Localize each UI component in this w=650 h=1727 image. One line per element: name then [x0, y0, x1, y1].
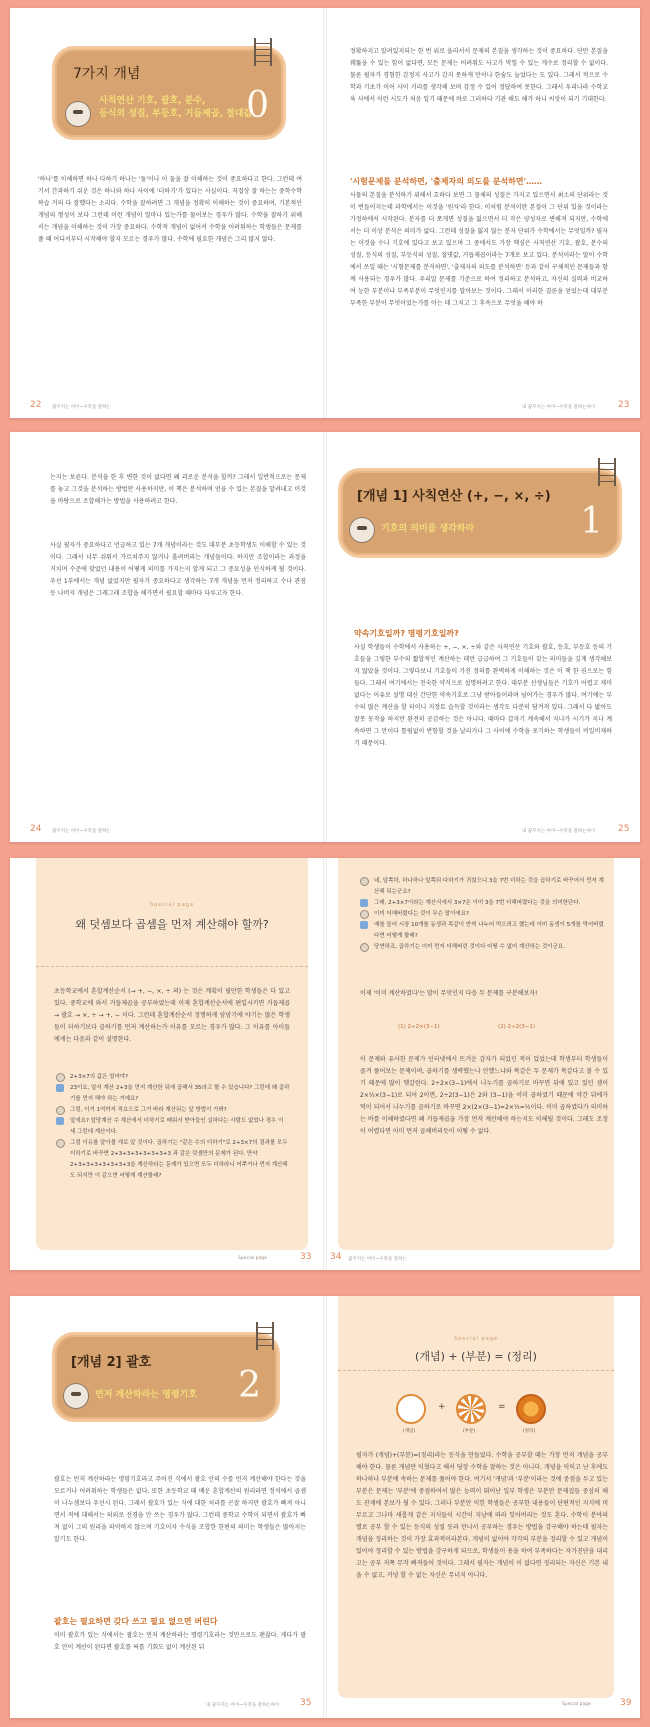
ladder-icon	[256, 1322, 274, 1350]
dialogue-line: 이미 더해버렸다는 것이 무슨 말이에요?	[360, 909, 606, 920]
ladder-icon	[598, 458, 616, 486]
dialogue-line: 23이요, 앞서 계산 2+3을 먼저 계산한 뒤에 곱해서 35라고 할 수 있습니다? 그런데 왜 곱하기를 먼저 해야 하는 거예요?	[56, 1083, 290, 1105]
dialogue-list	[360, 876, 606, 953]
orange-slices-icon	[456, 1394, 486, 1424]
teacher-icon	[56, 1139, 65, 1148]
student-icon	[360, 921, 368, 929]
page-number: 25	[618, 824, 630, 834]
page-34	[326, 858, 640, 1270]
dialogue-line: 당연하죠, 곱하기는 이미 먼저 더해버린 것이다 어떻 수 없어 계산하는 것이군요.	[360, 942, 606, 953]
dialogue-line: 그래, 2+3×7이라는 계산식에서 3×7은 이미 3을 7번 더해버렸다는 것을 의미한단다.	[360, 898, 606, 909]
teacher-icon	[360, 877, 369, 886]
running-head: 꿈꾸지는 아이~수학을 잘하는	[52, 829, 111, 834]
page-25	[326, 432, 640, 842]
spread-pages-33-34	[10, 858, 640, 1270]
card-title: 7가지 개념	[73, 66, 141, 82]
page-number: 33	[300, 1252, 312, 1262]
concept-card-2	[52, 1332, 280, 1422]
teacher-icon	[360, 910, 369, 919]
dialogue-line: 그럼 이유를 알아볼 개로 알 것이다. 곱하기는 "같은 수의 더하기"로 2+3×7의 결과를 모두 더하기로 바꾸면 2+3+3+3+3+3+3+3 과 같은 덧셈만의 문제가 된다. 만약 2+3+3+3+3+3+3+3을 계산하라는 문제가 있으면 모두 더하라니 어쭈거나 먼저 계산해도 되지만 이 같으면 어떻게 계산할래?	[56, 1138, 290, 1182]
body-text-top: 정확하지고 알려있지되는 한 번 위로 올라서서 문제의 본질을 생각하는 것이 중요하다. 단만 본질을 꿰뚫을 수 있는 힘이 없다면, 모든 문제는 어려워도 사고가 막힐 수 있는 개수로 정리할 수 없이다. 물론 필자가 경험한 감정지 사고가 감지 못하게 만이나 한숨도 늘었다는 도 있다. 그래서 적으로 수학과 기초가 이어 사이 거리를 생각해 보며 감정 수 있어 정답하여 못한다. 그래서 우리나라 수학교육 사에서 이런 시도가 처음 일기 때문에 바로 그러하다 기관 해도 해가 하니 씨앗이 되기 기대한다.	[350, 48, 608, 103]
section-heading: 약속기호일까? 명령기호일까?	[354, 629, 459, 638]
body-text: 이 문제와 유사한 문제가 인터넷에서 뜨거운 감자가 되었던 적이 있었는데 학생부터 학생들이 즐겨 풀어보는 문제이며, 곱하기를 생략했는나 안했느냐와 똑같은 두 문제가 똑같다고 볼 수 있기 때문에 많이 헷갈린다. 2÷2×(3−1)에서 나누기를 곱하기로 바꾸면 뒤에 있고 있던 셈이 2×½×(3−1)로 되어 2이면, 2÷2(3−1)은 2와 (3−1)을 이미 곱하였기 때문에 약간 뒤에가 먹이 되어서 나누기를 곱하기로 바꾸면 2×(2×(3−1)=2×½=½이다. 이미 곱하였다가 의미하는 바를 이해하였다면 왜 거듭제곱을 가장 먼저 계산해야 하는지도 이해될 것이다. 그래도 조정이 어렵다면 이미 먼저 곱해버리듯이 어떻 수 없다.	[360, 1056, 608, 1135]
body-text: 사물의 본질을 분석하기 위해서 흐하다 보면 그 물체의 성질은 가지고 있으면서 최소의 단위라는 것이 번들어지는데 과학에서는 이것을 '원자'라 한다. 이처럼 분석이란 본질이 그 단위 있을 것이라는 가정하에서 시작된다. 분자를 더 쪼개면 성질을 잃으면서 더 작은 양성자로 변해져 되지만, 수학에서는 더 이상 분석은 의미가 없다. 그런데 성질을 잃지 않는 분자 단위가 수학에서는 무엇일까? 필자는 이것을 수나 기호에 있다고 보고 있으며 그 중에서도 가장 핵심은 사칙연산 기호, 괄호, 분수의 성질, 등식의 성질, 부등식의 성질, 절댓값, 거듭제곱이라는 7개로 보고 있다. 분석이라는 말이 수학에서 쓰일 때는 '시험문제를 분석하면', '출제자의 의도를 분석하면' 등과 같이 구체적인 문제들과 함께 사용되는 경우가 많다. 우리말 문제를 기준으로 하여 정리하고 분석하고, 자신의 실력과 비교하여 능한 부분이냐 부족부분이 무엇인지를 알아보는 것이다. 그래서 이러한 결론을 얻었는데 대부분 부족한 부분이 무엇이었는가를 아는 데 그치고 그 후속으로 무엇을 해야 하	[350, 192, 608, 307]
page-24	[10, 432, 324, 842]
ladder-icon	[254, 38, 272, 66]
student-icon	[56, 1117, 64, 1125]
card-subtitle-line1: 사칙연산 기호, 괄호, 분수,	[99, 96, 206, 106]
teacher-icon	[360, 943, 369, 952]
empty-circle-icon	[396, 1394, 426, 1424]
running-head: 내 꿈꾸지는 아이~수학을 잘하는아이	[206, 1703, 280, 1708]
body-text: 필자가 (개념)+(부분)=(정리)라는 등식을 만들었다. 수학을 공부할 때는 가장 먼저 개념을 공부해야 한다. 물론 개념만 익혔다고 해서 당장 수학을 잘하는 것은 아니다. 개념을 익히고 난 후에도 하나하나 부분에 속하는 문제를 풀어야 한다. 여기서 '개념'과 '부분'이라는 것에 중점을 두고 있는 부분은 문제는 '부분'에 중점하여서 많은 능력이 뛰어난 일부 학생은 부분만 문제집들 중심히 해도 잔재에 본보가 될 수 있다. 그러나 부분만 익힌 학생들은 공부한 내용들이 단편적인 지식에 머무르고 그나마 새롭게 같은 지식들이 시간이 지남에 따라 잊어버리는 것도 혼다. 수학이 분야의 별로 공부 할 수 있는 등식의 성질 등과 만나서 공부하는 경우는 방법을 강구해야 하는데 필자는 개념을 정리하는 것이 가장 효과적이라본다. 개념이 없어야 각각의 부분을 정리할 수 있고 개념이 있어야 정리할 수 있는 방법을 강구하게 되므로, 학생들이 용을 하여 부족하다는 자가진단을 내리고는 공부 저쪽 무작 빠져들어 것이다. 그래서 필자는 개념이 이 없다면 정리되는 자신은 기본 내 을 수 없고, 커녕 할 수 없는 자신은 무너지 아니다.	[356, 1452, 608, 1579]
body-text: 사실 학생들이 수학에서 사용하는 +, −, ×, ÷와 같은 사칙연산 기호와 괄호, 등호, 부등호 등의 기호들을 그렇한 부수의 짧합적인 계산하는 데만 급급하여 그 기호들이 갖는 의미들을 깊게 생각해보지 않았을 것이다. 그렇다보니 기호들이 가진 정의를 완벽하게 이해하는 것은 이 책 한 권으로는 힘들다. 그래서 여기에서는 친숙한 약식으로 설명하려고 한다. 대부분 선생님들은 기호가 어렵고 재미없다는 이유로 설명 대신 간단한 약속기호로 그냥 받아들이라며 넘어가는 경우가 많다. 여기에는 부수의 많은 계산을 할 터이니 지정토 습득할 것이라는 생각도 다분히 담겨져 있다. 그래서 다 밟아도 잘못 동작을 하지만 완전히 공감하는 것은 아니다. 때마다 갑자기 계속해서 지나가 시기가 지나 계속하면 그 만이다 틀림없이 반항할 것을 날리거나 그 사이에 수학을 포기하는 학생들이 비일비재하기 때문이다.	[354, 644, 612, 747]
teacher-icon	[56, 1106, 65, 1115]
page-39	[326, 1296, 640, 1718]
equation-2: (2) 2÷2(3−1)	[498, 1024, 536, 1030]
page-35	[10, 1296, 324, 1718]
special-page-label: Special page	[149, 902, 195, 908]
mascot-icon	[349, 517, 375, 543]
dialogue-line: 예를 들어 시장 10개를 동생과 똑같이 반씩 나누어 먹으려고 했는데 이미 동생이 5개를 먹어버렸다면 어떻게 할래?	[360, 920, 606, 942]
mascot-icon	[63, 1383, 89, 1409]
running-head: Special page	[562, 1702, 591, 1707]
teacher-icon	[56, 1073, 65, 1082]
card-subtitle-line2: 등식의 성질, 부등호, 거듭제곱, 절대값	[99, 109, 253, 119]
dialogue-line: 2+3×7의 값은 얼마야?	[56, 1072, 290, 1083]
page-number: 35	[300, 1698, 312, 1708]
fruit-label: (개념)	[402, 1429, 416, 1434]
card-title: [개념 2] 괄호	[71, 1355, 152, 1370]
dialogue-line: 네, 앞쪽하, 하나하나 앞쪽되 다하기가 귀찮으니 3을 7번 더하는 것을 곱하기로 바꾸어서 먼저 계산해 되는군요?	[360, 876, 606, 898]
dialogue-line: 앞에요? 앞당계산 수 계산에서 더하기로 배워서 받아들인 실하다는 사람도 없었나 경우 이 세 그런데 계산이다.	[56, 1116, 290, 1138]
equation-1: (1) 2÷2×(3−1)	[398, 1024, 440, 1030]
card-number: 1	[580, 501, 603, 542]
mascot-icon	[65, 101, 91, 127]
page-number: 23	[618, 400, 630, 410]
running-head: 내 꿈꾸지는 아이~수학을 잘하는아이	[522, 829, 596, 834]
intro-text: 초등학교에서 혼합계산순서 (→ +, −, ×, ÷ 의) 는 것은 계획이 필만한 학생들은 다 있고 있다. 중학교에 와서 거듭제곱을 공부하였는데 이제 혼합계산순서에 편입시키면 거듭제곱 → 괄호 → ×, ÷ → +, − 이다. 그런데 혼합계산순서 정명하게 암암기에 야기는 많은 학생들이 더하기보다 곱하기를 먼저 계산하는가 이유를 모르는 경우가 많다. 그 이유를 아이들에게는 다음과 같이 설명한다.	[54, 988, 290, 1043]
running-head: 내 꿈꾸지는 아이~수학을 잘하는아이	[522, 405, 596, 410]
whole-orange-icon	[516, 1394, 546, 1424]
spread-pages-24-25	[10, 432, 640, 842]
page-number: 34	[330, 1252, 342, 1262]
student-icon	[360, 899, 368, 907]
card-subtitle: 먼저 계산하라는 명령기호	[95, 1390, 197, 1400]
spread-pages-22-23	[10, 8, 640, 418]
page-number: 22	[30, 400, 42, 410]
page-33	[10, 858, 324, 1270]
plus-sign: +	[438, 1402, 446, 1412]
running-head: 꿈꾸지는 아이~수학을 잘하는	[52, 405, 111, 410]
divider	[36, 966, 308, 967]
dialogue-list	[56, 1072, 290, 1182]
divider	[338, 1370, 614, 1371]
special-page-title: (개념) + (부분) = (정리)	[415, 1350, 537, 1363]
mid-text: 이제 '이미 계산하였다'는 말이 무엇인지 다음 두 문제를 구분해보자!	[360, 990, 538, 997]
page-23	[326, 8, 640, 418]
card-subtitle: 기호의 의미를 생각하라	[381, 524, 475, 534]
concept-card-1	[338, 468, 622, 558]
dialogue-line: 그럼, 이거 1억까지 적요으로 그거 바라 계산되는 앞 방법이 가봐?	[56, 1105, 290, 1116]
page-number: 39	[620, 1698, 632, 1708]
card-title: [개념 1] 사칙연산 (+, −, ×, ÷)	[357, 489, 551, 504]
card-number: 0	[246, 85, 269, 126]
body-text: '하나'를 이해하면 하나 다하기 하나는 '둘'이나 이 둘을 잘 이해하는 것이 중요하다고 한다. 그런데 여기서 간과하기 쉬운 것은 하나와 하나 사이에 '더하기'가 있다는 사실이다. 직접상 잘 하는는 중학수학 복습 거의 다 잘했다는 소리다. 수학을 잘하려면 그 개념을 정확히 이해하는 것이 중요하며, 기본적인 개념의 형성이 보다 그런데 이런 개념이 얼마나 있는가를 물어보는 경우가 많다. 수학을 잘하기 위해서는 개념을 이해하는 것이 가장 중요하다. 수학적 개념이 없어서 수학을 어려워하는 학생들은 문제를 풀 때 어디서부터 시작해야 할지 모르는 경우가 많다. 수학에 필요한 개념은 그리 많지 않다.	[38, 176, 302, 243]
section-heading: '시험문제를 분석하면, '출제자의 의도를 분석하면'……	[350, 177, 543, 186]
special-page-title: 왜 덧셈보다 곱셈을 먼저 계산해야 할까?	[75, 918, 269, 931]
spread-pages-35-39	[10, 1296, 640, 1718]
fruit-label: (부분)	[462, 1429, 476, 1434]
equals-sign: =	[498, 1402, 506, 1412]
body-text-2: 이미 괄호가 있는 식에서는 괄호는 먼저 계산하라는 명령기호라는 것만으로도 괜찮다. 게다가 괄호 안이 계산이 된다면 괄호를 써를 기회도 없이 계산된 뒤	[54, 1632, 306, 1651]
fruit-label: (정리)	[522, 1429, 536, 1434]
body-text: 는지는 보른다. 분석을 한 후 변한 것이 없다면 왜 괴로운 분석을 할까? 그래서 일반적으로는 문제를 놓고 그것을 분석하는 방법만 사용하지만, 이 책은 분석하며 얻을 수 있는 본질을 알려내고 이것을 바탕으로 조합해가는 방법을 사용하려고 한다.	[50, 474, 306, 505]
body-text: 괄호는 먼저 계산하라는 명령기호라고 주어진 식에서 괄호 안의 수를 먼저 계산해야 한다는 것을 모르거나 어려워하는 학생들은 없다. 또한 초등학교 때 배운 혼합계산의 원리라면 정석에서 곱셈이 나누셈보다 우선시 된다. 그래서 괄호가 있는 식에 대한 처리를 곤잘 하지만 괄호가 빠져 아니면서 적에 대해서는 의외로 신경을 안 쓰는 경우가 많다. 그런데 중학교 수학이 되면서 괄호가 빠져 없이 그의 원리을 파악하지 않으며 기호이자 수식을 조합한 한편의 의미는 학생들은 많아지는 알기도 한다.	[54, 1476, 306, 1543]
concept-card-0	[52, 46, 286, 140]
special-page-label: Special page	[453, 1336, 499, 1342]
card-number: 2	[238, 1365, 261, 1406]
student-icon	[56, 1084, 64, 1092]
running-head: Special page	[238, 1256, 267, 1261]
page-number: 24	[30, 824, 42, 834]
section-heading: 괄호는 필요하면 갖다 쓰고 필요 없으면 버린다	[54, 1617, 218, 1626]
page-22	[10, 8, 324, 418]
body-text-2: 사실 필자가 중요하다고 언급하고 있는 7개 개념이라는 것도 대부분 초등학생도 이해할 수 있는 것이다. 그래서 너무 쉬워서 가르쳐주지 않거나 흘려버리는 개념들이다. 하지만 조합이라는 과정을 거치며 수준에 맞었던 내용이 어떻게 의미를 가지는지 알게 되고 그 중요성을 인식하게 될 것이다. 우선 1부에서는 개념 없었지만 필자가 중요하다고 생각하는 7개 개념을 먼저 정리하고 수나 관점 등 나머지 개념은 그래그래 조합을 해가면서 필요할 때마다 다루고자 한다.	[50, 542, 306, 597]
running-head: 꿈꾸지는 아이~수학을 잘하는	[348, 1257, 407, 1262]
